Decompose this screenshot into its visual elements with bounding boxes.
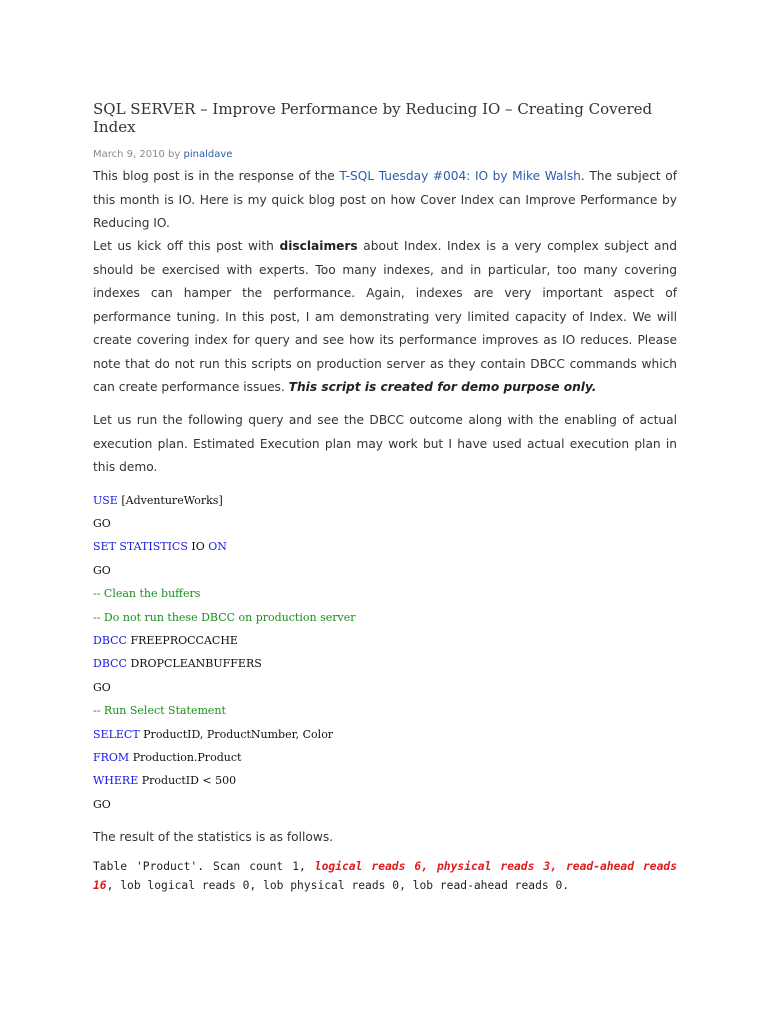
- query-intro-paragraph: Let us run the following query and see the DBCC outcome along with the enabling of actual execution plan. Estimated Execution plan may work but I have used actual execution plan in this demo.: [93, 413, 677, 474]
- tsql-tuesday-link[interactable]: T-SQL Tuesday #004: IO by Mike Walsh: [339, 169, 581, 183]
- code-text: FREEPROCCACHE: [126, 634, 238, 647]
- code-comment: -- Clean the buffers: [93, 587, 201, 600]
- code-keyword: SELECT: [93, 728, 140, 741]
- code-line: [93, 540, 227, 554]
- result-intro: The result of the statistics is as follows.: [93, 830, 334, 844]
- stats-text-after: , lob logical reads 0, lob physical reads 0, lob read-ahead reads 0.: [106, 879, 570, 892]
- code-keyword: FROM: [93, 751, 130, 764]
- code-line: GO: [93, 564, 111, 577]
- code-keyword: DBCC: [93, 634, 127, 647]
- intro-paragraph: [93, 165, 677, 236]
- code-line: [93, 751, 241, 765]
- stats-text-before: Table 'Product'. Scan count 1,: [93, 860, 315, 873]
- intro-text-before: This blog post is in the response of the: [93, 169, 340, 183]
- disclaimer-bold: disclaimers: [279, 239, 358, 253]
- disclaimer-text-after: about Index. Index is a very complex subject and should be exercised with experts. Too many indexes, and in particular, too many covering indexes can hamper the performance. Again, indexes are very important aspect of performance tuning. In this post, I am demonstrating very limited capacity of Index. We will create covering index for query and see how its performance improves as IO reduces. Please note that do not run this scripts on production server as they contain DBCC commands which can create performance issues.: [93, 239, 677, 394]
- code-keyword: USE: [93, 494, 118, 507]
- code-text: [AdventureWorks]: [117, 494, 223, 507]
- code-line: [93, 728, 333, 742]
- intro-text-after: . The subject of this month is IO. Here is my quick blog post on how Cover Index can Improve Performance by Reducing IO.: [93, 169, 677, 230]
- post-date: March 9, 2010: [93, 149, 165, 160]
- statistics-output: [93, 857, 677, 895]
- code-keyword: DBCC: [93, 657, 127, 670]
- code-text: ProductID < 500: [138, 774, 237, 787]
- stats-highlight: logical reads 6, physical reads 3, read-ahead reads 16: [93, 860, 677, 892]
- code-line: GO: [93, 517, 111, 530]
- post-meta: [93, 149, 232, 160]
- code-text: IO: [187, 540, 209, 553]
- demo-notice: This script is created for demo purpose only.: [288, 380, 597, 394]
- code-comment: -- Run Select Statement: [93, 704, 226, 717]
- code-text: Production.Product: [129, 751, 242, 764]
- code-line: [93, 657, 262, 671]
- post-title: SQL SERVER – Improve Performance by Reducing IO – Creating Covered Index: [93, 100, 653, 136]
- code-keyword: ON: [208, 540, 227, 553]
- code-keyword: WHERE: [93, 774, 139, 787]
- code-keyword: SET STATISTICS: [93, 540, 188, 553]
- code-comment: -- Do not run these DBCC on production server: [93, 611, 356, 624]
- code-line: [93, 634, 238, 648]
- code-line: GO: [93, 681, 111, 694]
- disclaimer-paragraph: [93, 235, 677, 400]
- post-by: by: [168, 149, 181, 160]
- code-text: ProductID, ProductNumber, Color: [139, 728, 334, 741]
- author-link[interactable]: pinaldave: [183, 149, 233, 160]
- code-line: GO: [93, 798, 111, 811]
- code-line: [93, 774, 236, 788]
- code-line: [93, 494, 223, 508]
- disclaimer-text-before: Let us kick off this post with: [93, 239, 280, 253]
- code-text: DROPCLEANBUFFERS: [126, 657, 262, 670]
